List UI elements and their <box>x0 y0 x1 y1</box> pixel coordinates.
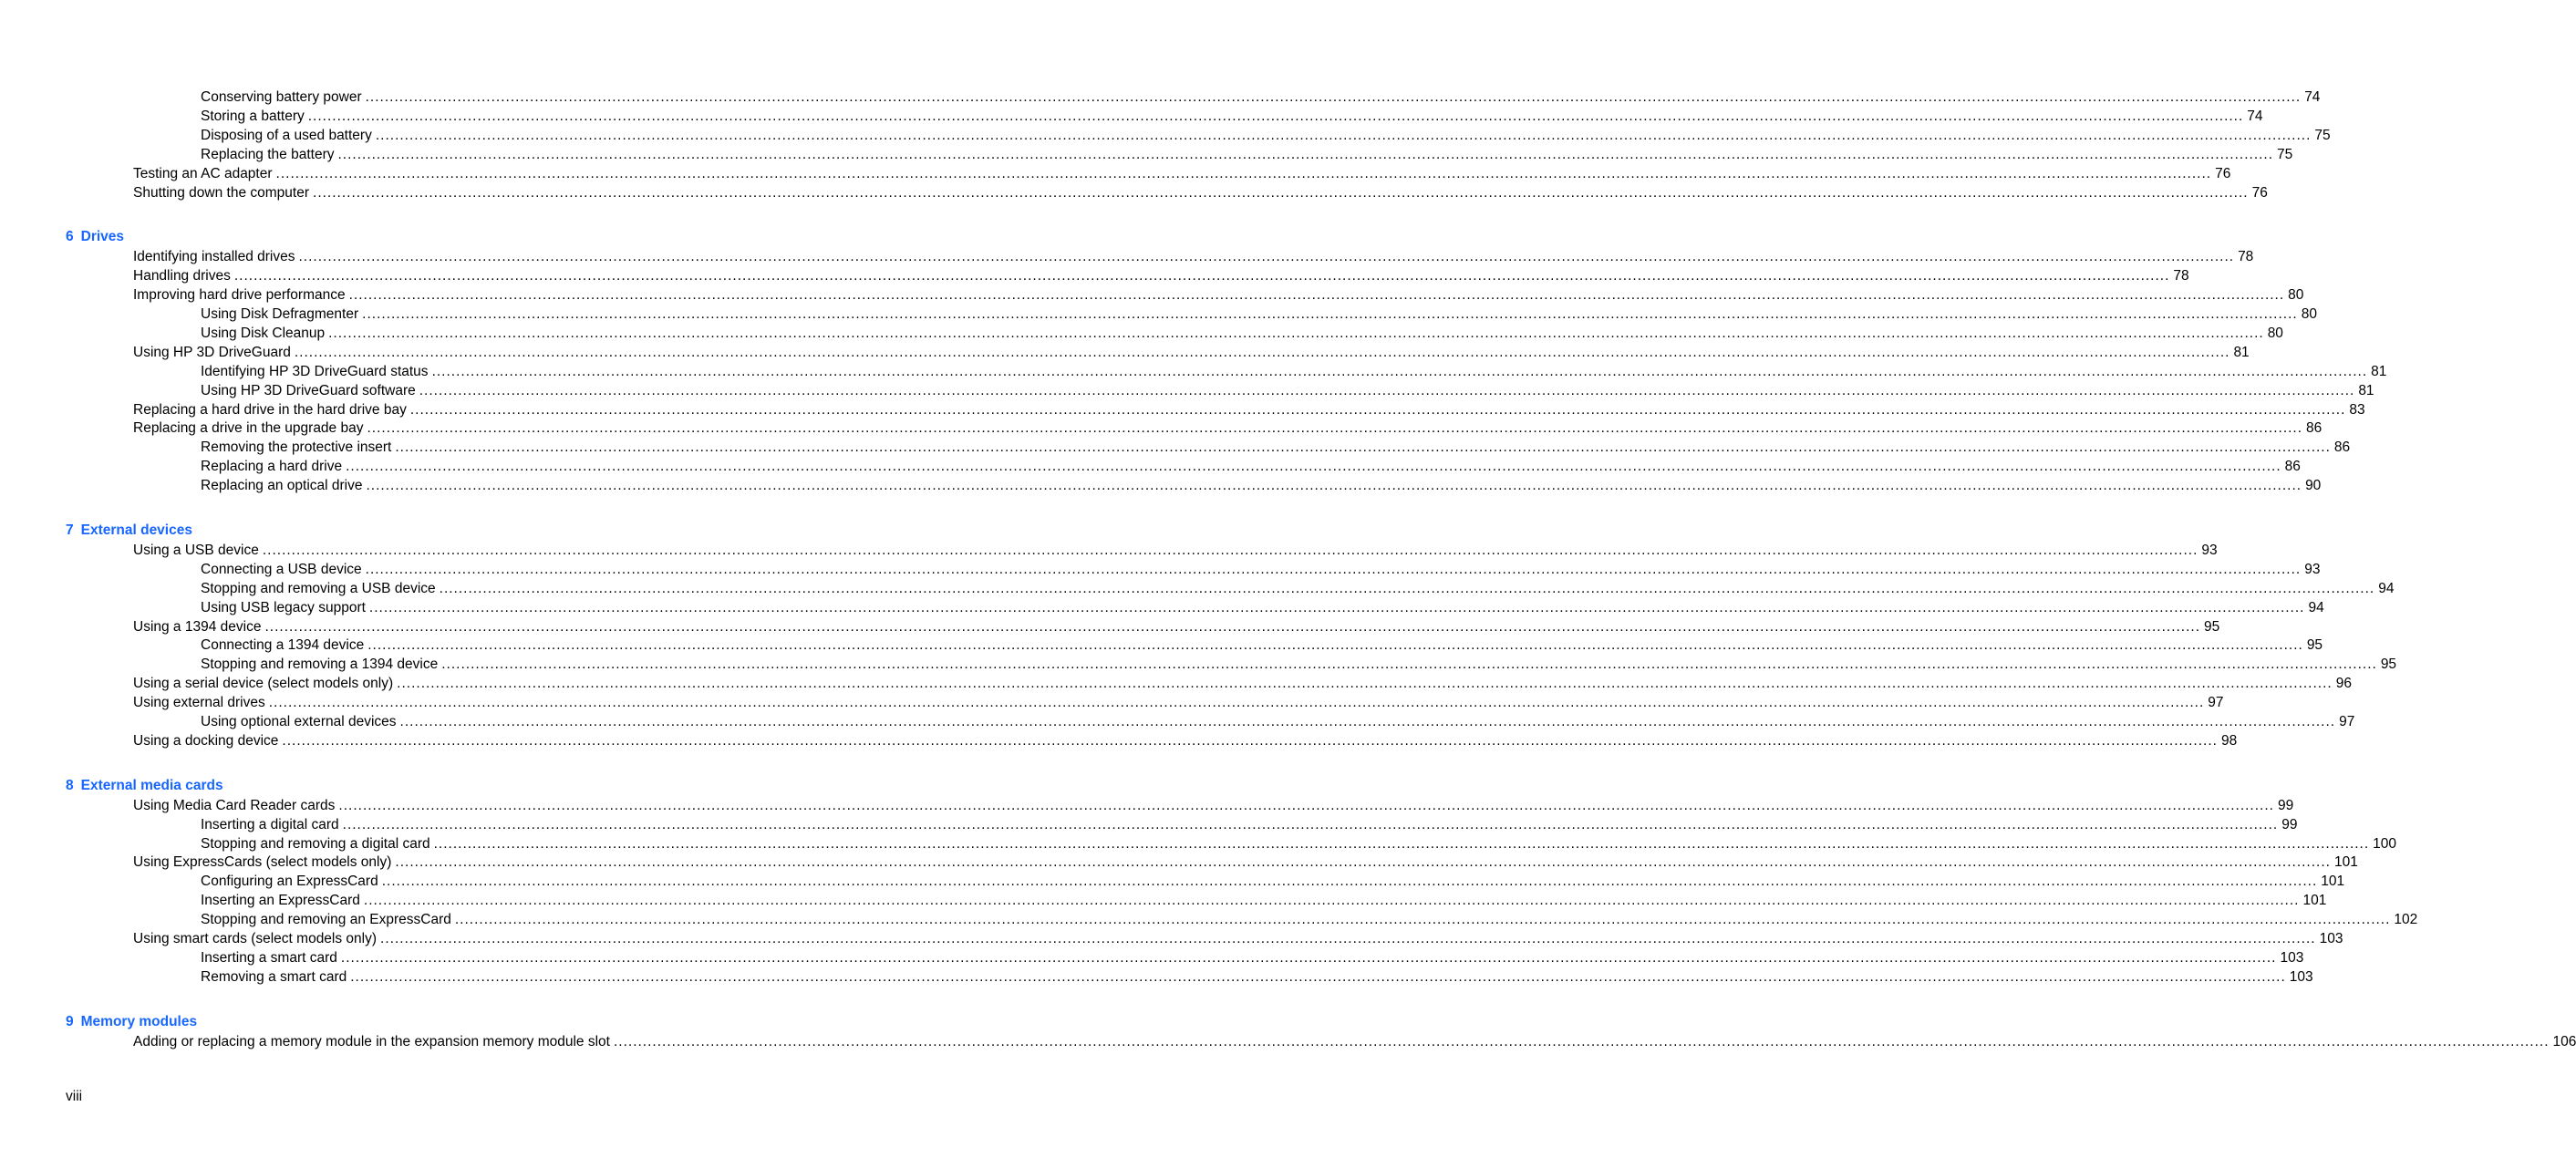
dot-leader: ................................................................................................................................................................................................................................................................................................................................................................................................................ <box>346 459 2281 475</box>
toc-entry-page: 100 <box>2373 835 2397 852</box>
dot-leader: ................................................................................................................................................................................................................................................................................................................................................................................................................ <box>395 439 2331 456</box>
toc-entry[interactable] <box>133 419 2323 438</box>
toc-entry-page: 86 <box>2284 459 2301 475</box>
toc-entry-page: 81 <box>2233 344 2250 360</box>
toc-entry-page: 103 <box>2319 931 2343 946</box>
dot-leader: ................................................................................................................................................................................................................................................................................................................................................................................................................ <box>307 108 2244 124</box>
dot-leader: ................................................................................................................................................................................................................................................................................................................................................................................................................ <box>395 854 2331 871</box>
dot-leader: ................................................................................................................................................................................................................................................................................................................................................................................................................ <box>431 363 2368 379</box>
toc-entry-page: 90 <box>2305 478 2322 494</box>
dot-leader: ................................................................................................................................................................................................................................................................................................................................................................................................................ <box>264 618 2201 635</box>
toc-entry-page: 74 <box>2304 89 2321 105</box>
toc-entry[interactable] <box>133 796 2294 815</box>
dot-leader: ................................................................................................................................................................................................................................................................................................................................................................................................................ <box>375 127 2312 143</box>
chapter-title: Memory modules <box>80 1013 198 1029</box>
toc-entry-page: 99 <box>2281 816 2298 832</box>
dot-leader: ................................................................................................................................................................................................................................................................................................................................................................................................................ <box>338 797 2274 813</box>
toc-entry[interactable] <box>201 438 2351 457</box>
toc-entry[interactable] <box>201 910 2418 929</box>
toc-entry-title: Stopping and removing a 1394 device <box>201 657 439 673</box>
toc-entry-page: 101 <box>2302 893 2327 909</box>
toc-entry[interactable] <box>133 929 2343 948</box>
toc-entry[interactable] <box>133 266 2189 285</box>
toc-entry-page: 103 <box>2289 968 2313 985</box>
toc-entry-page: 75 <box>2277 146 2293 162</box>
toc-entry[interactable] <box>201 126 2331 145</box>
toc-entry[interactable] <box>201 579 2395 598</box>
dot-leader: ................................................................................................................................................................................................................................................................................................................................................................................................................ <box>348 287 2285 304</box>
toc-entry-title: Using USB legacy support <box>201 599 366 615</box>
toc-entry-title: Connecting a 1394 device <box>201 637 365 654</box>
toc-entry-title: Replacing the battery <box>201 146 335 162</box>
toc-entry[interactable] <box>133 183 2268 202</box>
dot-leader: ................................................................................................................................................................................................................................................................................................................................................................................................................ <box>409 401 2346 418</box>
dot-leader: ................................................................................................................................................................................................................................................................................................................................................................................................................ <box>613 1033 2550 1049</box>
toc-entry-title: Stopping and removing an ExpressCard <box>201 912 451 928</box>
toc-entry-page: 80 <box>2288 287 2304 304</box>
dot-leader: ................................................................................................................................................................................................................................................................................................................................................................................................................ <box>282 732 2218 749</box>
toc-entry[interactable] <box>201 891 2327 910</box>
toc-entry-title: Stopping and removing a digital card <box>201 835 430 852</box>
toc-entry-page: 101 <box>2321 874 2345 890</box>
toc-entry-title: Replacing an optical drive <box>201 478 363 494</box>
dot-leader: ................................................................................................................................................................................................................................................................................................................................................................................................................ <box>454 912 2391 928</box>
toc-entry-page: 97 <box>2339 714 2355 729</box>
toc-entry-title: Inserting a digital card <box>201 816 339 832</box>
chapter-title: External devices <box>80 522 192 538</box>
toc-entry-page: 102 <box>2394 912 2418 928</box>
toc-entry-title: Using smart cards (select models only) <box>133 931 378 946</box>
chapter-heading[interactable] <box>66 1012 197 1032</box>
toc-entry[interactable] <box>133 731 2238 750</box>
toc-entry-title: Stopping and removing a USB device <box>201 580 436 596</box>
toc-entry-page: 86 <box>2333 439 2351 456</box>
toc-entry-page: 75 <box>2314 127 2331 143</box>
toc-entry-page: 83 <box>2349 401 2365 418</box>
dot-leader: ................................................................................................................................................................................................................................................................................................................................................................................................................ <box>380 931 2316 946</box>
chapter-number: 9 <box>66 1013 74 1029</box>
toc-entry[interactable] <box>133 1032 2576 1051</box>
toc-entry-page: 93 <box>2201 542 2218 558</box>
toc-entry-title: Identifying HP 3D DriveGuard status <box>201 363 429 379</box>
dot-leader: ................................................................................................................................................................................................................................................................................................................................................................................................................ <box>441 657 2377 673</box>
toc-entry[interactable] <box>201 815 2298 834</box>
toc-entry-title: Replacing a drive in the upgrade bay <box>133 420 364 437</box>
toc-entry[interactable] <box>201 145 2293 164</box>
dot-leader: ................................................................................................................................................................................................................................................................................................................................................................................................................ <box>233 268 2170 284</box>
toc-entry-title: Inserting an ExpressCard <box>201 893 360 909</box>
toc-entry-page: 74 <box>2247 108 2263 124</box>
toc-entry[interactable] <box>201 872 2345 891</box>
toc-entry-page: 78 <box>2173 268 2189 284</box>
dot-leader: ................................................................................................................................................................................................................................................................................................................................................................................................................ <box>381 874 2318 890</box>
chapter-number: 7 <box>66 522 74 538</box>
toc-entry[interactable] <box>201 834 2397 853</box>
toc-entry-page: 103 <box>2280 949 2304 966</box>
toc-entry[interactable] <box>133 343 2250 362</box>
toc-entry-page: 76 <box>2215 165 2231 181</box>
toc-entry-page: 81 <box>2371 363 2387 379</box>
dot-leader: ................................................................................................................................................................................................................................................................................................................................................................................................................ <box>366 478 2302 494</box>
dot-leader: ................................................................................................................................................................................................................................................................................................................................................................................................................ <box>397 676 2333 692</box>
toc-entry-title: Using a docking device <box>133 732 279 749</box>
toc-entry-title: Storing a battery <box>201 108 305 124</box>
toc-entry[interactable] <box>133 247 2254 266</box>
toc-entry[interactable] <box>201 107 2263 126</box>
toc-entry-page: 96 <box>2335 676 2352 692</box>
toc-entry[interactable] <box>133 853 2358 872</box>
page-number: viii <box>66 1089 83 1104</box>
chapter-heading[interactable] <box>66 227 124 247</box>
toc-entry-title: Replacing a hard drive in the hard drive bay <box>133 401 407 418</box>
toc-entry-title: Using Media Card Reader cards <box>133 797 336 813</box>
toc-entry-title: Configuring an ExpressCard <box>201 874 378 890</box>
toc-entry[interactable] <box>201 476 2322 495</box>
toc-entry[interactable] <box>201 967 2313 987</box>
toc-entry-title: Adding or replacing a memory module in the expansion memory module slot <box>133 1033 610 1049</box>
dot-leader: ................................................................................................................................................................................................................................................................................................................................................................................................................ <box>337 146 2274 162</box>
toc-entry-page: 101 <box>2333 854 2358 871</box>
dot-leader: ................................................................................................................................................................................................................................................................................................................................................................................................................ <box>313 184 2249 201</box>
dot-leader: ................................................................................................................................................................................................................................................................................................................................................................................................................ <box>268 695 2205 711</box>
dot-leader: ................................................................................................................................................................................................................................................................................................................................................................................................................ <box>298 249 2235 265</box>
dot-leader: ................................................................................................................................................................................................................................................................................................................................................................................................................ <box>262 542 2198 558</box>
toc-entry-title: Removing the protective insert <box>201 439 392 456</box>
toc-entry[interactable] <box>201 948 2304 967</box>
dot-leader: ................................................................................................................................................................................................................................................................................................................................................................................................................ <box>365 561 2302 577</box>
toc-entry-title: Using HP 3D DriveGuard <box>133 344 291 360</box>
toc-entry-page: 94 <box>2378 580 2395 596</box>
toc-entry-page: 95 <box>2380 657 2397 673</box>
toc-entry-title: Using a 1394 device <box>133 618 262 635</box>
toc-entry-page: 80 <box>2301 306 2317 322</box>
toc-entry-title: Using ExpressCards (select models only) <box>133 854 392 871</box>
toc-entry[interactable] <box>201 381 2374 400</box>
toc-entry-page: 97 <box>2208 695 2224 711</box>
dot-leader: ................................................................................................................................................................................................................................................................................................................................................................................................................ <box>362 306 2298 322</box>
toc-entry-title: Using Disk Defragmenter <box>201 306 359 322</box>
chapter-title: External media cards <box>80 777 223 793</box>
toc-entry-title: Using optional external devices <box>201 714 397 729</box>
dot-leader: ................................................................................................................................................................................................................................................................................................................................................................................................................ <box>367 637 2303 654</box>
dot-leader: ................................................................................................................................................................................................................................................................................................................................................................................................................ <box>367 420 2303 437</box>
dot-leader: ................................................................................................................................................................................................................................................................................................................................................................................................................ <box>342 816 2279 832</box>
toc-entry-title: Removing a smart card <box>201 968 347 985</box>
toc-entry[interactable] <box>133 617 2220 636</box>
toc-entry-page: 94 <box>2308 599 2324 615</box>
toc-entry-page: 76 <box>2251 184 2268 201</box>
toc-entry-page: 98 <box>2220 732 2238 749</box>
dot-leader: ................................................................................................................................................................................................................................................................................................................................................................................................................ <box>365 89 2302 105</box>
dot-leader: ................................................................................................................................................................................................................................................................................................................................................................................................................ <box>328 325 2264 341</box>
dot-leader: ................................................................................................................................................................................................................................................................................................................................................................................................................ <box>275 165 2212 181</box>
toc-entry-title: Connecting a USB device <box>201 561 362 577</box>
chapter-title: Drives <box>80 229 125 245</box>
toc-entry[interactable] <box>201 362 2387 381</box>
toc-entry-page: 99 <box>2277 797 2294 813</box>
toc-entry-title: Shutting down the computer <box>133 184 310 201</box>
dot-leader: ................................................................................................................................................................................................................................................................................................................................................................................................................ <box>368 599 2305 615</box>
toc-entry-title: Using a serial device (select models only) <box>133 676 394 692</box>
toc-entry[interactable] <box>133 541 2218 560</box>
dot-leader: ................................................................................................................................................................................................................................................................................................................................................................................................................ <box>350 968 2286 985</box>
toc-entry-title: Identifying installed drives <box>133 249 295 265</box>
dot-leader: ................................................................................................................................................................................................................................................................................................................................................................................................................ <box>340 949 2277 966</box>
toc-entry-page: 80 <box>2267 325 2283 341</box>
toc-entry-title: Testing an AC adapter <box>133 165 273 181</box>
toc-entry[interactable] <box>201 324 2283 343</box>
toc-entry[interactable] <box>133 400 2365 419</box>
toc-entry-page: 95 <box>2204 618 2220 635</box>
toc-entry-title: Using Disk Cleanup <box>201 325 326 341</box>
toc-entry[interactable] <box>133 285 2304 305</box>
toc-entry[interactable] <box>201 712 2355 731</box>
toc-entry-title: Handling drives <box>133 268 231 284</box>
toc-entry-title: Using a USB device <box>133 542 259 558</box>
toc-entry[interactable] <box>201 457 2301 476</box>
toc-entry[interactable] <box>201 598 2324 617</box>
toc-entry[interactable] <box>133 693 2224 712</box>
toc-entry-page: 93 <box>2304 561 2321 577</box>
toc-entry-page: 106 <box>2552 1033 2576 1049</box>
chapter-heading[interactable] <box>66 776 223 796</box>
dot-leader: ................................................................................................................................................................................................................................................................................................................................................................................................................ <box>294 344 2230 360</box>
dot-leader: ................................................................................................................................................................................................................................................................................................................................................................................................................ <box>439 580 2375 596</box>
dot-leader: ................................................................................................................................................................................................................................................................................................................................................................................................................ <box>419 382 2355 398</box>
dot-leader: ................................................................................................................................................................................................................................................................................................................................................................................................................ <box>399 714 2336 729</box>
toc-entry[interactable] <box>201 305 2317 324</box>
dot-leader: ................................................................................................................................................................................................................................................................................................................................................................................................................ <box>433 835 2370 852</box>
toc-entry[interactable] <box>133 674 2352 693</box>
toc-entry-title: Using external drives <box>133 695 265 711</box>
toc-entry-title: Replacing a hard drive <box>201 459 343 475</box>
toc-entry-title: Using HP 3D DriveGuard software <box>201 382 416 398</box>
toc-entry-page: 78 <box>2238 249 2254 265</box>
toc-entry-page: 81 <box>2358 382 2374 398</box>
toc-entry[interactable] <box>201 636 2323 655</box>
toc-entry-page: 86 <box>2306 420 2323 437</box>
toc-entry-title: Improving hard drive performance <box>133 287 346 304</box>
chapter-number: 6 <box>66 229 74 245</box>
toc-entry[interactable] <box>201 88 2321 107</box>
chapter-number: 8 <box>66 777 74 793</box>
toc-entry-title: Conserving battery power <box>201 89 362 105</box>
toc-entry[interactable] <box>201 655 2397 674</box>
toc-entry[interactable] <box>201 560 2321 579</box>
toc-entry-page: 95 <box>2306 637 2323 654</box>
toc-entry-title: Disposing of a used battery <box>201 127 372 143</box>
toc-entry[interactable] <box>133 164 2231 183</box>
toc-entry-title: Inserting a smart card <box>201 949 337 966</box>
chapter-heading[interactable] <box>66 521 192 541</box>
dot-leader: ................................................................................................................................................................................................................................................................................................................................................................................................................ <box>363 893 2300 909</box>
